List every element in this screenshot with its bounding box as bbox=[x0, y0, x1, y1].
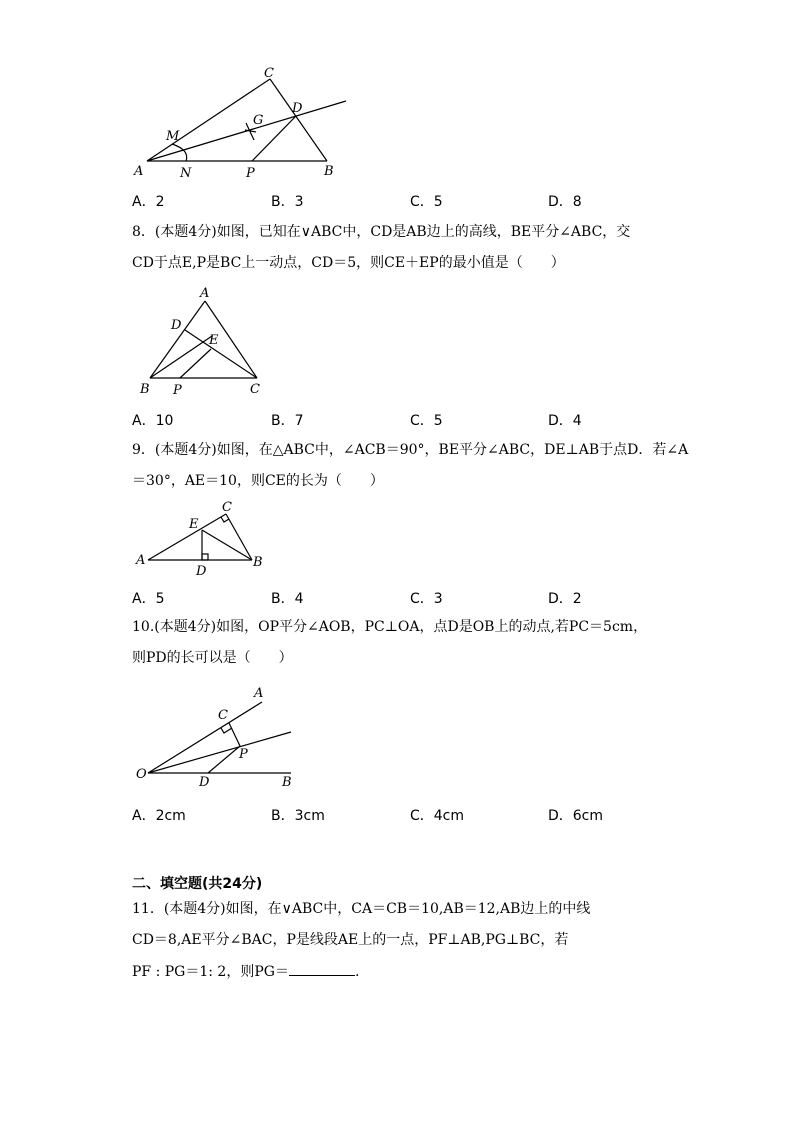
label-D: D bbox=[171, 318, 182, 333]
label-B: B bbox=[282, 775, 292, 790]
q7-option-b: B．3 bbox=[271, 194, 304, 210]
figure-q7 bbox=[130, 60, 360, 185]
q9-line2: ＝30°，AE＝10，则CE的长为（ ） bbox=[132, 473, 384, 489]
label-A: A bbox=[134, 164, 144, 179]
q7-option-c: C．5 bbox=[410, 194, 443, 210]
label-P: P bbox=[173, 383, 182, 398]
q8-option-a: A．10 bbox=[132, 413, 174, 429]
label-B: B bbox=[140, 382, 150, 397]
label-P: P bbox=[239, 747, 248, 762]
label-A: A bbox=[136, 553, 146, 568]
q7-option-a: A．2 bbox=[132, 194, 165, 210]
label-P: P bbox=[246, 166, 255, 181]
q9-option-d: D．2 bbox=[548, 591, 582, 607]
figure-q8 bbox=[135, 282, 275, 400]
q10-option-a: A．2cm bbox=[132, 808, 186, 824]
q7-option-d: D．8 bbox=[548, 194, 582, 210]
label-A: A bbox=[254, 686, 264, 701]
label-B: B bbox=[324, 164, 334, 179]
label-C: C bbox=[264, 66, 274, 81]
q8-option-b: B．7 bbox=[271, 413, 304, 429]
label-G: G bbox=[253, 113, 264, 128]
answer-blank[interactable] bbox=[289, 961, 355, 976]
label-A: A bbox=[200, 286, 210, 301]
figure-q9 bbox=[133, 498, 268, 578]
q11-line3-wrap bbox=[132, 961, 359, 982]
label-O: O bbox=[136, 767, 147, 782]
label-D: D bbox=[196, 564, 207, 578]
label-B: B bbox=[253, 555, 263, 570]
q9-option-c: C．3 bbox=[410, 591, 443, 607]
q10-option-c: C．4cm bbox=[410, 808, 465, 824]
q8-option-c: C．5 bbox=[410, 413, 443, 429]
q11-line2: CD＝8,AE平分∠BAC，P是线段AE上的一点，PF⊥AB,PG⊥BC，若 bbox=[132, 932, 569, 948]
label-M: M bbox=[166, 129, 180, 144]
q11-line3-end: . bbox=[354, 964, 360, 980]
label-D: D bbox=[199, 775, 210, 790]
q10-line1: 10.(本题4分)如图，OP平分∠AOB，PC⊥OA，点D是OB上的动点,若PC＝5cm， bbox=[132, 619, 648, 635]
q9-line1: 9．(本题4分)如图，在△ABC中，∠ACB＝90°，BE平分∠ABC，DE⊥AB于点D．若∠A bbox=[132, 442, 689, 458]
q10-line2: 则PD的长可以是（ ） bbox=[132, 650, 293, 666]
q8-line1: 8．(本题4分)如图，已知在∨ABC中，CD是AB边上的高线，BE平分∠ABC，交 bbox=[132, 224, 631, 240]
label-C: C bbox=[218, 708, 228, 723]
label-N: N bbox=[180, 166, 192, 181]
label-C: C bbox=[222, 500, 232, 515]
q11-line1: 11．(本题4分)如图，在∨ABC中，CA＝CB＝10,AB＝12,AB边上的中线 bbox=[132, 901, 591, 917]
label-E: E bbox=[209, 333, 219, 348]
label-D: D bbox=[292, 101, 303, 116]
q10-option-d: D．6cm bbox=[548, 808, 604, 824]
q9-option-a: A．5 bbox=[132, 591, 165, 607]
figure-q10 bbox=[133, 682, 298, 790]
label-E: E bbox=[189, 517, 199, 532]
q8-line2: CD于点E,P是BC上一动点，CD＝5，则CE＋EP的最小值是（ ） bbox=[132, 255, 565, 271]
label-C: C bbox=[250, 382, 260, 397]
q9-option-b: B．4 bbox=[271, 591, 304, 607]
q8-option-d: D．4 bbox=[548, 413, 582, 429]
section-title: 二、填空题(共24分) bbox=[132, 876, 263, 892]
q11-line3: PF : PG＝1: 2，则PG＝ bbox=[132, 964, 289, 980]
q10-option-b: B．3cm bbox=[271, 808, 325, 824]
